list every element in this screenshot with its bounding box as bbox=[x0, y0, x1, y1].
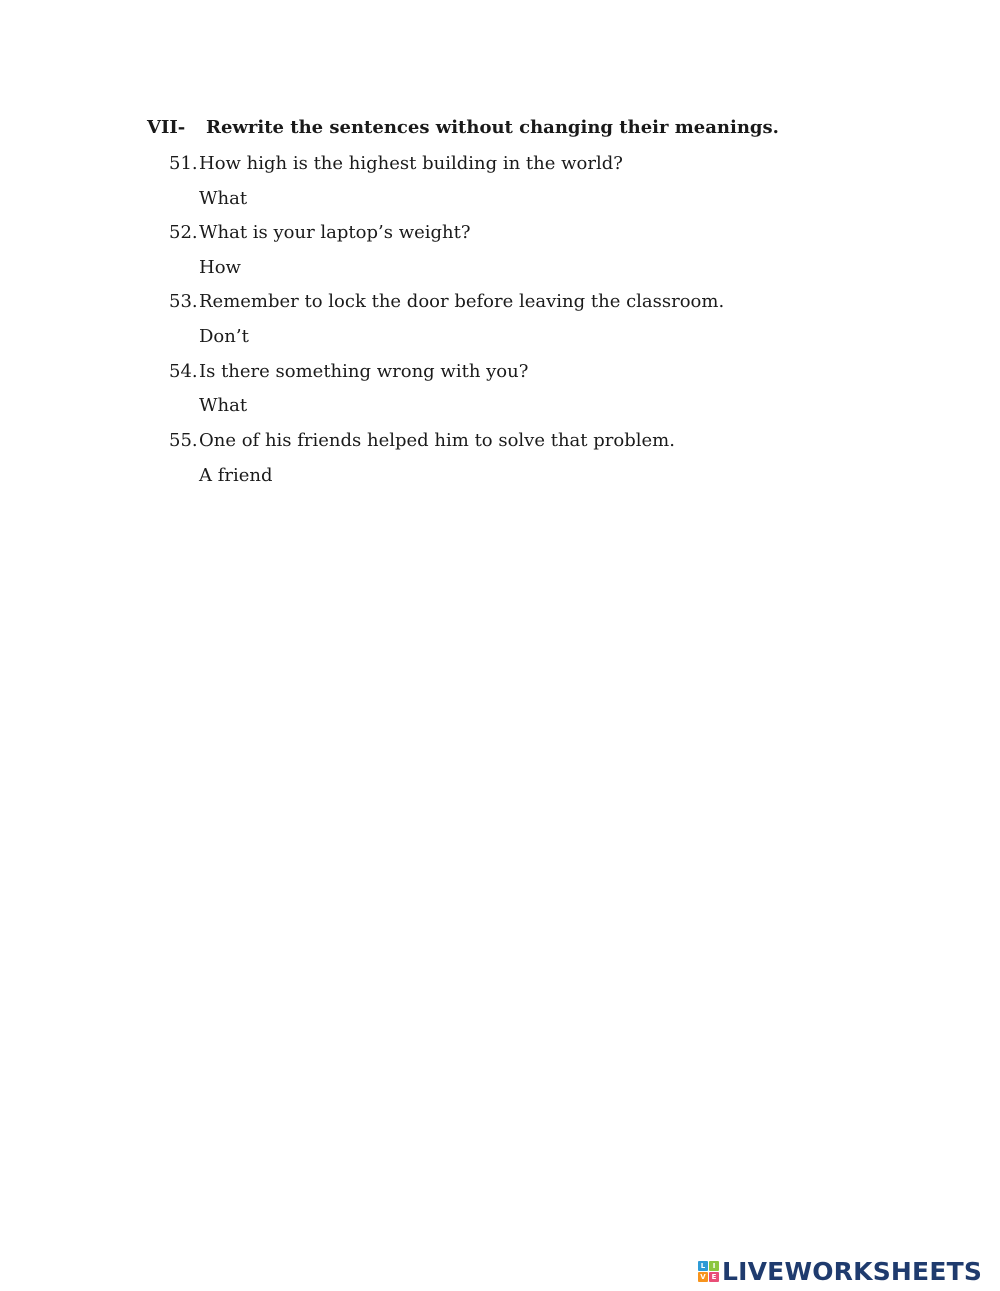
section-numeral: VII- bbox=[147, 117, 186, 138]
answer-start-52: How bbox=[199, 257, 241, 278]
logo-block-v: V bbox=[698, 1272, 708, 1282]
question-text: Remember to lock the door before leaving the classroom. bbox=[199, 291, 725, 312]
question-number: 51. bbox=[169, 153, 198, 174]
answer-start-53: Don’t bbox=[199, 326, 249, 347]
question-52 bbox=[169, 222, 471, 244]
answer-start-54: What bbox=[199, 395, 248, 416]
liveworksheets-logo bbox=[698, 1256, 982, 1286]
question-51 bbox=[169, 153, 623, 175]
logo-block-i: I bbox=[709, 1261, 719, 1271]
question-55 bbox=[169, 430, 675, 452]
logo-block-l: L bbox=[698, 1261, 708, 1271]
answer-start-51: What bbox=[199, 188, 248, 209]
section-heading bbox=[147, 117, 779, 138]
logo-text: LIVEWORKSHEETS bbox=[722, 1256, 983, 1286]
question-text: How high is the highest building in the world? bbox=[199, 153, 623, 174]
question-53 bbox=[169, 291, 725, 313]
question-number: 52. bbox=[169, 222, 198, 243]
question-number: 54. bbox=[169, 361, 198, 382]
question-text: One of his friends helped him to solve that problem. bbox=[199, 430, 675, 451]
question-number: 55. bbox=[169, 430, 198, 451]
question-number: 53. bbox=[169, 291, 198, 312]
question-text: What is your laptop’s weight? bbox=[199, 222, 471, 243]
logo-block-e: E bbox=[709, 1272, 719, 1282]
logo-blocks-icon bbox=[698, 1261, 719, 1282]
question-text: Is there something wrong with you? bbox=[199, 361, 529, 382]
section-instruction: Rewrite the sentences without changing their meanings. bbox=[206, 117, 779, 138]
answer-start-55: A friend bbox=[199, 465, 273, 486]
question-54 bbox=[169, 361, 529, 383]
